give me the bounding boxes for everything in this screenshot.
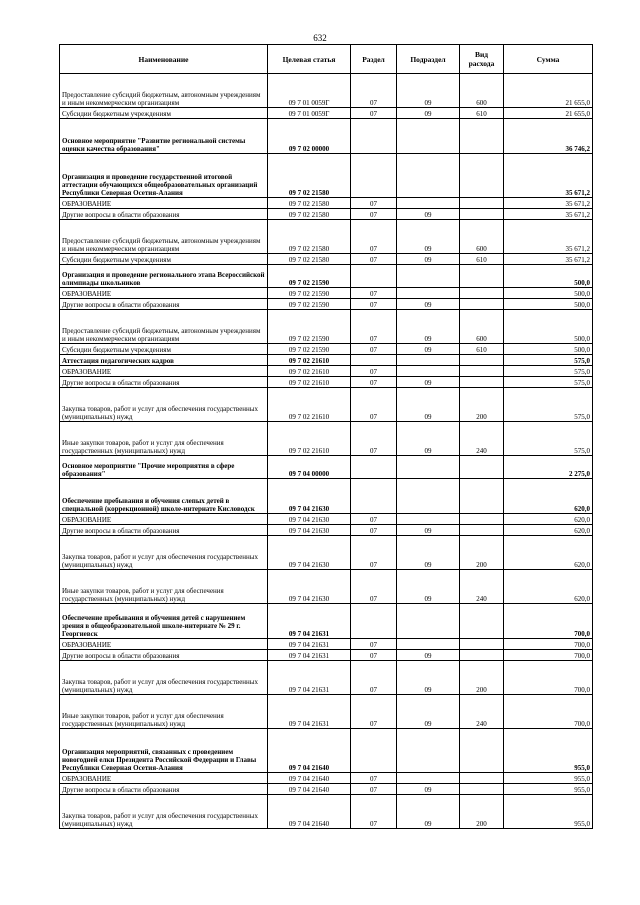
header-section: Раздел [351,45,397,74]
cell-expense-type: 240 [460,422,504,456]
cell-expense-type: 200 [460,536,504,570]
cell-code: 09 7 04 21630 [268,536,351,570]
cell-section: 07 [351,514,397,525]
cell-section: 07 [351,570,397,604]
cell-name: Организация мероприятий, связанных с проведением новогодней елки Президента Российской Федерации и Главы Республики Северная Осетия-Алания [60,729,268,773]
cell-subsection: 09 [397,377,460,388]
cell-expense-type [460,355,504,366]
cell-expense-type: 200 [460,388,504,422]
cell-section [351,456,397,479]
cell-section: 07 [351,288,397,299]
cell-name: ОБРАЗОВАНИЕ [60,198,268,209]
table-row [60,310,593,344]
cell-amount: 620,0 [504,479,593,514]
cell-name: Закупка товаров, работ и услуг для обеспечения государственных (муниципальных) нужд [60,388,268,422]
cell-subsection: 09 [397,661,460,695]
cell-expense-type [460,198,504,209]
table-row [60,773,593,784]
cell-amount: 955,0 [504,784,593,795]
cell-amount: 620,0 [504,536,593,570]
table-row [60,650,593,661]
cell-section [351,154,397,198]
cell-section: 07 [351,784,397,795]
cell-expense-type: 600 [460,220,504,254]
cell-section: 07 [351,344,397,355]
cell-subsection [397,366,460,377]
table-row [60,198,593,209]
cell-subsection [397,639,460,650]
cell-section: 07 [351,299,397,310]
table-row [60,695,593,729]
cell-name: Закупка товаров, работ и услуг для обеспечения государственных (муниципальных) нужд [60,661,268,695]
cell-code: 09 7 01 0059Г [268,108,351,119]
cell-subsection: 09 [397,570,460,604]
cell-code: 09 7 04 21630 [268,570,351,604]
cell-amount: 575,0 [504,422,593,456]
table-row [60,355,593,366]
cell-subsection: 09 [397,525,460,536]
cell-section: 07 [351,220,397,254]
cell-subsection: 09 [397,795,460,829]
cell-amount: 500,0 [504,310,593,344]
cell-code: 09 7 02 21580 [268,254,351,265]
cell-expense-type: 610 [460,344,504,355]
table-row [60,366,593,377]
cell-expense-type [460,784,504,795]
cell-amount: 500,0 [504,288,593,299]
cell-name: ОБРАЗОВАНИЕ [60,288,268,299]
cell-expense-type [460,377,504,388]
cell-code: 09 7 04 21631 [268,604,351,639]
cell-code: 09 7 02 21580 [268,154,351,198]
cell-name: Другие вопросы в области образования [60,650,268,661]
cell-amount: 2 275,0 [504,456,593,479]
cell-amount: 36 746,2 [504,119,593,154]
cell-section: 07 [351,377,397,388]
cell-name: Субсидии бюджетным учреждениям [60,108,268,119]
cell-subsection: 09 [397,209,460,220]
cell-subsection [397,604,460,639]
cell-section: 07 [351,695,397,729]
table-row [60,661,593,695]
cell-expense-type [460,604,504,639]
cell-subsection: 09 [397,422,460,456]
cell-code: 09 7 04 21630 [268,525,351,536]
table-row [60,604,593,639]
cell-expense-type: 600 [460,74,504,108]
cell-code: 09 7 02 21590 [268,344,351,355]
cell-name: Предоставление субсидий бюджетным, автономным учреждениям и иным некоммерческим организациям [60,220,268,254]
cell-section [351,355,397,366]
cell-code: 09 7 01 0059Г [268,74,351,108]
table-row [60,288,593,299]
cell-code: 09 7 02 21610 [268,388,351,422]
table-row [60,254,593,265]
cell-code: 09 7 02 21610 [268,366,351,377]
table-row [60,456,593,479]
cell-name: Обеспечение пребывания и обучения детей с нарушением зрения в общеобразовательной школе-интернате № 29 г. Георгиевск [60,604,268,639]
cell-name: Другие вопросы в области образования [60,784,268,795]
cell-section [351,729,397,773]
cell-expense-type [460,265,504,288]
table-row [60,299,593,310]
cell-expense-type [460,154,504,198]
cell-code: 09 7 04 21631 [268,650,351,661]
table-row [60,344,593,355]
cell-subsection: 09 [397,108,460,119]
cell-name: Субсидии бюджетным учреждениям [60,254,268,265]
cell-name: Другие вопросы в области образования [60,209,268,220]
cell-expense-type [460,456,504,479]
table-row [60,479,593,514]
cell-code: 09 7 04 21631 [268,639,351,650]
cell-code: 09 7 04 21640 [268,729,351,773]
cell-code: 09 7 02 21590 [268,299,351,310]
cell-amount: 35 671,2 [504,198,593,209]
cell-expense-type [460,773,504,784]
cell-section: 07 [351,254,397,265]
cell-amount: 620,0 [504,514,593,525]
header-expense-type: Вид расхода [460,45,504,74]
cell-code: 09 7 04 21640 [268,795,351,829]
budget-table [59,44,593,829]
cell-code: 09 7 02 21580 [268,209,351,220]
header-code: Целевая статья [268,45,351,74]
cell-section: 07 [351,661,397,695]
cell-subsection [397,288,460,299]
cell-amount: 500,0 [504,344,593,355]
table-row [60,154,593,198]
cell-amount: 620,0 [504,525,593,536]
table-row [60,795,593,829]
cell-expense-type [460,514,504,525]
table-body [60,74,593,829]
table-row [60,388,593,422]
cell-subsection: 09 [397,784,460,795]
cell-section: 07 [351,198,397,209]
cell-amount: 21 655,0 [504,74,593,108]
cell-subsection [397,456,460,479]
cell-code: 09 7 02 21590 [268,310,351,344]
cell-code: 09 7 02 21610 [268,422,351,456]
cell-section [351,604,397,639]
cell-code: 09 7 02 21590 [268,288,351,299]
table-row [60,209,593,220]
cell-name: Обеспечение пребывания и обучения слепых детей в специальной (коррекционной) школе-интернате Кисловодск [60,479,268,514]
cell-expense-type: 240 [460,695,504,729]
cell-amount: 35 671,2 [504,154,593,198]
cell-subsection [397,479,460,514]
cell-amount: 620,0 [504,570,593,604]
cell-expense-type [460,288,504,299]
cell-amount: 955,0 [504,729,593,773]
cell-subsection [397,265,460,288]
cell-subsection: 09 [397,344,460,355]
cell-expense-type [460,366,504,377]
cell-code: 09 7 02 21610 [268,355,351,366]
cell-name: ОБРАЗОВАНИЕ [60,639,268,650]
cell-name: Закупка товаров, работ и услуг для обеспечения государственных (муниципальных) нужд [60,536,268,570]
cell-section: 07 [351,310,397,344]
cell-code: 09 7 02 21610 [268,377,351,388]
header-name: Наименование [60,45,268,74]
cell-section: 07 [351,108,397,119]
cell-amount: 575,0 [504,366,593,377]
cell-name: Иные закупки товаров, работ и услуг для обеспечения государственных (муниципальных) нужд [60,422,268,456]
table-row [60,570,593,604]
cell-expense-type [460,119,504,154]
page-number: 632 [313,33,327,43]
table-header-row [60,45,593,74]
cell-name: Иные закупки товаров, работ и услуг для обеспечения государственных (муниципальных) нужд [60,570,268,604]
cell-code: 09 7 04 00000 [268,456,351,479]
table-row [60,108,593,119]
cell-code: 09 7 04 21630 [268,514,351,525]
cell-subsection: 09 [397,74,460,108]
cell-section: 07 [351,74,397,108]
cell-section: 07 [351,525,397,536]
cell-name: Другие вопросы в области образования [60,377,268,388]
cell-name: Закупка товаров, работ и услуг для обеспечения государственных (муниципальных) нужд [60,795,268,829]
cell-amount: 575,0 [504,355,593,366]
cell-subsection: 09 [397,310,460,344]
cell-expense-type [460,729,504,773]
cell-name: Предоставление субсидий бюджетным, автономным учреждениям и иным некоммерческим организациям [60,310,268,344]
cell-name: ОБРАЗОВАНИЕ [60,773,268,784]
cell-section: 07 [351,388,397,422]
cell-name: Другие вопросы в области образования [60,525,268,536]
cell-expense-type [460,479,504,514]
table-row [60,422,593,456]
cell-section: 07 [351,639,397,650]
cell-expense-type [460,209,504,220]
table-row [60,536,593,570]
cell-expense-type: 240 [460,570,504,604]
table-row [60,119,593,154]
cell-code: 09 7 04 21640 [268,784,351,795]
cell-section [351,119,397,154]
cell-amount: 700,0 [504,650,593,661]
cell-section [351,479,397,514]
cell-expense-type: 610 [460,254,504,265]
table-row [60,265,593,288]
cell-amount: 35 671,2 [504,220,593,254]
cell-subsection [397,729,460,773]
cell-name: Предоставление субсидий бюджетным, автономным учреждениям и иным некоммерческим организациям [60,74,268,108]
table-row [60,220,593,254]
cell-subsection [397,514,460,525]
cell-name: Основное мероприятие "Прочие мероприятия в сфере образования" [60,456,268,479]
cell-subsection [397,773,460,784]
cell-amount: 575,0 [504,388,593,422]
cell-amount: 700,0 [504,695,593,729]
cell-expense-type: 600 [460,310,504,344]
cell-amount: 500,0 [504,299,593,310]
cell-name: Субсидии бюджетным учреждениям [60,344,268,355]
cell-section: 07 [351,366,397,377]
cell-subsection: 09 [397,388,460,422]
cell-code: 09 7 02 21580 [268,198,351,209]
cell-expense-type [460,525,504,536]
table-row [60,639,593,650]
cell-amount: 575,0 [504,377,593,388]
cell-code: 09 7 02 00000 [268,119,351,154]
header-subsection: Подраздел [397,45,460,74]
table-row [60,525,593,536]
cell-expense-type: 200 [460,661,504,695]
cell-amount: 700,0 [504,604,593,639]
cell-amount: 700,0 [504,661,593,695]
cell-section [351,265,397,288]
table-row [60,784,593,795]
cell-expense-type: 610 [460,108,504,119]
cell-subsection [397,355,460,366]
cell-name: Организация и проведение регионального этапа Всероссийской олимпиады школьников [60,265,268,288]
cell-code: 09 7 04 21631 [268,661,351,695]
cell-amount: 21 655,0 [504,108,593,119]
cell-code: 09 7 04 21640 [268,773,351,784]
cell-expense-type [460,299,504,310]
cell-section: 07 [351,650,397,661]
cell-subsection: 09 [397,695,460,729]
cell-amount: 700,0 [504,639,593,650]
cell-subsection: 09 [397,536,460,570]
cell-name: Основное мероприятие "Развитие региональной системы оценки качества образования" [60,119,268,154]
cell-amount: 955,0 [504,773,593,784]
cell-code: 09 7 02 21590 [268,265,351,288]
cell-name: Другие вопросы в области образования [60,299,268,310]
cell-section: 07 [351,209,397,220]
cell-code: 09 7 04 21630 [268,479,351,514]
cell-subsection: 09 [397,650,460,661]
table-row [60,74,593,108]
cell-name: Иные закупки товаров, работ и услуг для обеспечения государственных (муниципальных) нужд [60,695,268,729]
cell-section: 07 [351,773,397,784]
cell-name: Организация и проведение государственной итоговой аттестации обучающихся общеобразовательных организаций Республики Северная Осетия-Алания [60,154,268,198]
cell-subsection: 09 [397,254,460,265]
header-amount: Сумма [504,45,593,74]
cell-code: 09 7 02 21580 [268,220,351,254]
cell-name: Аттестация педагогических кадров [60,355,268,366]
cell-amount: 35 671,2 [504,209,593,220]
cell-amount: 955,0 [504,795,593,829]
cell-name: ОБРАЗОВАНИЕ [60,366,268,377]
cell-subsection [397,154,460,198]
cell-subsection [397,119,460,154]
cell-code: 09 7 04 21631 [268,695,351,729]
cell-subsection: 09 [397,299,460,310]
cell-section: 07 [351,536,397,570]
cell-amount: 500,0 [504,265,593,288]
cell-section: 07 [351,795,397,829]
cell-name: ОБРАЗОВАНИЕ [60,514,268,525]
cell-subsection: 09 [397,220,460,254]
cell-subsection [397,198,460,209]
cell-expense-type: 200 [460,795,504,829]
cell-expense-type [460,639,504,650]
table-row [60,377,593,388]
cell-section: 07 [351,422,397,456]
cell-amount: 35 671,2 [504,254,593,265]
table-row [60,514,593,525]
cell-expense-type [460,650,504,661]
table-row [60,729,593,773]
